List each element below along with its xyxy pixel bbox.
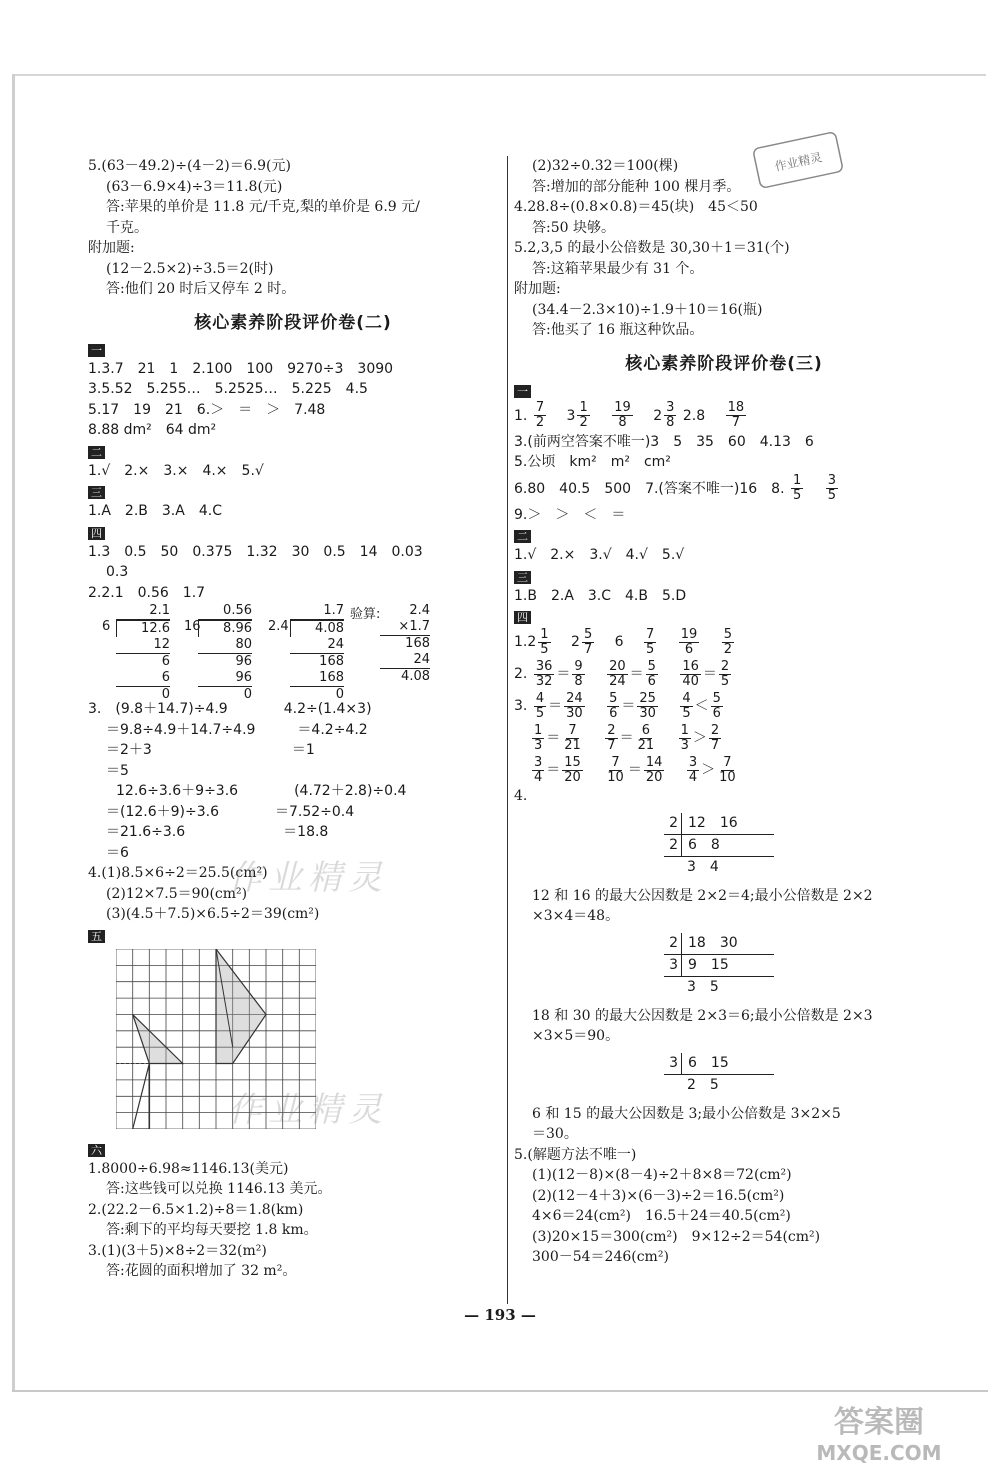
page-edge-left <box>12 74 15 1392</box>
fraction: $\frac{19}{8}$ <box>614 400 631 430</box>
answer-line: 1.8000÷6.98≈1146.13(美元) <box>88 1160 289 1177</box>
answer-line: 千克。 <box>106 219 148 236</box>
answer-line: 答:这箱苹果最少有 31 个。 <box>532 260 704 277</box>
fraction-answer-line: 2. $\frac{36}{32}$ ＝ $\frac{9}{8}$ $\frac{20}{24}$ ＝ $\frac{5}{6}$ $\frac{16}{40}$ ＝ $\frac{2}{5}$ <box>514 658 730 689</box>
fraction: $\frac{5}{7}$ <box>583 626 593 657</box>
answer-line: 300－54＝246(cm²) <box>532 1249 669 1265</box>
remainder: 0 <box>335 687 344 702</box>
answer-line: 2.2.1 0.56 1.7 <box>88 584 206 601</box>
answer-line: 12 和 16 的最大公因数是 2×2＝4;最小公倍数是 2×2 <box>532 887 873 904</box>
answer-line: (2)(12－4＋3)×(6－3)÷2＝16.5(cm²) <box>532 1187 785 1204</box>
fraction: $\frac{7}{5}$ <box>646 626 655 657</box>
answer-text: 6.80 40.5 500 7.(答案不唯一)16 8. <box>514 480 785 497</box>
remainder: 0 <box>161 687 170 702</box>
answer-line: 2.(22.2－6.5×1.2)÷8＝1.8(km) <box>88 1201 304 1218</box>
factor: ×1.7 <box>380 619 430 636</box>
whole-part: 3 <box>566 407 576 424</box>
step: 168 <box>290 670 344 687</box>
answer-line: 0.3 <box>106 564 129 580</box>
left-top-answers <box>88 156 498 300</box>
section-tag: 四 <box>514 611 531 624</box>
fraction-answer-line <box>514 473 934 505</box>
fraction: $\frac{18}{7}$ <box>727 400 745 430</box>
long-division <box>102 603 170 703</box>
answer-line: (2)12×7.5＝90(cm²) <box>106 885 248 902</box>
watermark: 作业精灵 <box>228 858 388 898</box>
item-number: 1. <box>514 407 528 424</box>
long-division-group <box>88 603 498 702</box>
answer-line: ×3×4＝48。 <box>532 908 620 924</box>
page-edge-bottom <box>12 1390 988 1392</box>
logo-sub: MXQE.COM <box>816 1441 942 1465</box>
fraction: $\frac{7}{2}$ <box>535 400 545 430</box>
answer-line: (3)(4.5＋7.5)×6.5÷2＝39(cm²) <box>106 906 320 922</box>
partial-product: 24 <box>380 652 430 669</box>
answer-line: (12－2.5×2)÷3.5＝2(时) <box>106 260 274 277</box>
answer-line: ＝2＋3 ＝1 <box>106 742 315 758</box>
step: 6 <box>161 654 170 669</box>
stamp-text: 作业精灵 <box>773 150 824 174</box>
whole-part: 2 <box>571 634 580 650</box>
section-tag: 五 <box>88 930 105 943</box>
section-tag: 二 <box>88 446 105 459</box>
divisor: 16 <box>184 619 201 634</box>
answer-line: (3)20×15＝300(cm²) 9×12÷2＝54(cm²) <box>532 1228 821 1245</box>
section-tag: 四 <box>88 527 105 540</box>
answer-line: 1.A 2.B 3.A 4.C <box>88 503 222 519</box>
answer-line: 答:这些钱可以兑换 1146.13 美元。 <box>106 1181 332 1197</box>
page-edge-top <box>14 74 986 76</box>
answer-line: 答:他买了 16 瓶这种饮品。 <box>532 322 704 338</box>
answer-line: ＝6 <box>106 844 129 861</box>
answer-line: 3. (9.8＋14.7)÷4.9 4.2÷(1.4×3) <box>88 701 372 717</box>
item-number: 1. <box>514 634 528 650</box>
item-number: 3. <box>514 698 528 714</box>
fraction-answer-line <box>514 626 934 658</box>
answer-line: 12.6÷3.6＋9÷3.6 (4.72＋2.8)÷0.4 <box>116 783 407 799</box>
fraction: $\frac{19}{6}$ <box>680 626 698 657</box>
answer-line: 4×6＝24(cm²) 16.5＋24＝40.5(cm²) <box>532 1208 791 1224</box>
answer-line: 6 和 15 的最大公因数是 3;最小公倍数是 3×2×5 <box>532 1105 841 1122</box>
answer-line: ＝9.8÷4.9＋14.7÷4.9 ＝4.2÷4.2 <box>106 721 368 738</box>
divisor: 6 <box>102 619 111 634</box>
answer-line: 5.2,3,5 的最小公倍数是 30,30＋1＝31(个) <box>514 240 790 256</box>
fraction: $\frac{3}{8}$ <box>666 400 675 430</box>
answer-line: (1)(12－8)×(8－4)÷2＋8×8＝72(cm²) <box>532 1167 792 1183</box>
answer-line: 4.(1)8.5×6÷2＝25.5(cm²) <box>88 865 268 881</box>
answer-line: 5.17 19 21 6.＞ ＝ ＞ 7.48 <box>88 401 326 418</box>
section-title: 核心素养阶段评价卷(三) <box>625 353 823 374</box>
factor: 2.4 <box>409 603 430 618</box>
step: 96 <box>198 670 252 687</box>
answer-line: 答:50 块够。 <box>532 219 615 236</box>
page-number-value: 193 <box>484 1306 516 1324</box>
section-tag: 一 <box>88 344 105 357</box>
fraction-answer-line: $\frac{3}{4}$ ＝ $\frac{15}{20}$ $\frac{7}{10}$ ＝ $\frac{14}{20}$ $\frac{3}{4}$ ＞ $\frac{7}{10}$ <box>534 754 736 785</box>
logo-main: 答案圈 <box>834 1405 924 1440</box>
answer-line: 1.√ 2.× 3.× 4.× 5.√ <box>88 462 264 479</box>
multiplication-check <box>380 603 430 685</box>
step: 96 <box>235 654 252 669</box>
whole-part: 2 <box>527 634 537 650</box>
answer-line: ＝30。 <box>532 1126 578 1142</box>
answer-line: ＝21.6÷3.6 ＝18.8 <box>106 824 329 840</box>
section-tag: 三 <box>514 571 531 584</box>
answer-line: 3.(1)(3＋5)×8÷2＝32(m²) <box>88 1242 267 1259</box>
answer-line: 附加题: <box>88 240 135 256</box>
answer-line: (63－6.9×4)÷3＝11.8(元) <box>106 178 283 195</box>
answer-line: 答:苹果的单价是 11.8 元/千克,梨的单价是 6.9 元/ <box>106 199 420 215</box>
answer-line: (2)32÷0.32＝100(棵) <box>532 158 679 174</box>
section-tag: 一 <box>514 385 531 398</box>
fraction: $\frac{1}{5}$ <box>540 626 549 657</box>
answer-value: 6 <box>614 634 624 650</box>
dividend: 12.6 <box>116 620 170 637</box>
fraction: $\frac{1}{2}$ <box>579 400 588 430</box>
fraction: $\frac{1}{5}$ <box>792 473 802 503</box>
site-logo <box>774 1398 984 1466</box>
right-column <box>514 156 934 1268</box>
answer-line: 8.88 dm² 64 dm² <box>88 422 217 438</box>
answer-line: 1.3 0.5 50 0.375 1.32 30 0.5 14 0.03 <box>88 543 423 560</box>
answer-line: ＝5 <box>106 762 129 779</box>
answer-line: 答:他们 20 时后又停车 2 时。 <box>106 281 296 297</box>
partial-product: 168 <box>405 636 430 651</box>
quotient: 0.56 <box>198 603 252 620</box>
answer-line: 1.√ 2.× 3.√ 4.√ 5.√ <box>514 547 685 563</box>
step: 24 <box>290 637 344 654</box>
answer-value: 2.8 <box>682 407 706 424</box>
quotient: 2.1 <box>116 603 170 620</box>
fraction: $\frac{5}{2}$ <box>723 626 733 657</box>
column-divider <box>507 156 508 1304</box>
answer-line: 答:花圆的面积增加了 32 m²。 <box>106 1263 297 1279</box>
short-division: 2 12 16 2 6 8 3 4 <box>664 813 794 878</box>
section-tag: 六 <box>88 1144 105 1157</box>
quotient: 1.7 <box>290 603 344 620</box>
answer-line: 3.5.52 5.255… 5.2525… 5.225 4.5 <box>88 381 368 397</box>
answer-line: ＝(12.6＋9)÷3.6 ＝7.52÷0.4 <box>106 803 355 820</box>
fraction: $\frac{3}{5}$ <box>827 473 836 503</box>
whole-part: 2 <box>653 407 663 424</box>
answer-line: 1.3.7 21 1 2.100 100 9270÷3 3090 <box>88 360 394 377</box>
short-division: 3 6 15 2 5 <box>664 1053 794 1096</box>
answer-line: ×3×5＝90。 <box>532 1028 620 1044</box>
fraction-answer-line: 3. $\frac{4}{5}$ ＝ $\frac{24}{30}$ $\frac{5}{6}$ ＝ $\frac{25}{30}$ $\frac{4}{5}$ ＜ $\frac{5}{6}$ <box>514 690 721 721</box>
dividend: 4.08 <box>290 620 344 637</box>
step: 168 <box>319 654 344 669</box>
long-division <box>184 603 252 703</box>
fraction-answer-line <box>514 400 934 432</box>
answer-line: (34.4－2.3×10)÷1.9＋10＝16(瓶) <box>532 301 763 318</box>
check-label: 验算: <box>350 607 381 622</box>
item-number: 2. <box>514 666 528 682</box>
answer-line: 5.(解题方法不唯一) <box>514 1146 637 1163</box>
answer-line: 1.B 2.A 3.C 4.B 5.D <box>514 587 687 604</box>
watermark: 作业精灵 <box>228 1090 388 1130</box>
step: 12 <box>116 637 170 654</box>
answer-line: 3.(前两空答案不唯一)3 5 35 60 4.13 6 <box>514 433 814 450</box>
section-tag: 二 <box>514 530 531 543</box>
answer-line: 答:剩下的平均每天要挖 1.8 km。 <box>106 1222 318 1238</box>
step: 80 <box>198 637 252 654</box>
item-number: 4. <box>514 788 528 804</box>
answer-line: 5.(63－49.2)÷(4－2)＝6.9(元) <box>88 158 291 174</box>
dividend: 8.96 <box>198 620 252 637</box>
answer-line: 9.＞ ＞ ＜ ＝ <box>514 506 626 523</box>
section-tag: 三 <box>88 486 105 499</box>
answer-line: 5.公顷 km² m² cm² <box>514 454 671 470</box>
page-number: — 193 — <box>464 1306 536 1324</box>
product: 4.08 <box>401 669 430 684</box>
step: 6 <box>116 670 170 687</box>
answer-line: 附加题: <box>514 281 561 297</box>
answer-line: 4.28.8÷(0.8×0.8)＝45(块) 45＜50 <box>514 199 758 215</box>
answer-line: 18 和 30 的最大公因数是 2×3＝6;最小公倍数是 2×3 <box>532 1007 873 1024</box>
long-division <box>268 603 344 703</box>
fraction-answer-line: $\frac{1}{3}$ ＝ $\frac{7}{21}$ $\frac{2}{7}$ ＝ $\frac{6}{21}$ $\frac{1}{3}$ ＞ $\frac{2}{7}$ <box>534 722 720 753</box>
short-division: 2 18 30 3 9 15 3 5 <box>664 933 794 998</box>
remainder: 0 <box>243 687 252 702</box>
section-title: 核心素养阶段评价卷(二) <box>194 312 392 333</box>
divisor: 2.4 <box>268 619 289 634</box>
answer-line: 答:增加的部分能种 100 棵月季。 <box>532 178 741 195</box>
